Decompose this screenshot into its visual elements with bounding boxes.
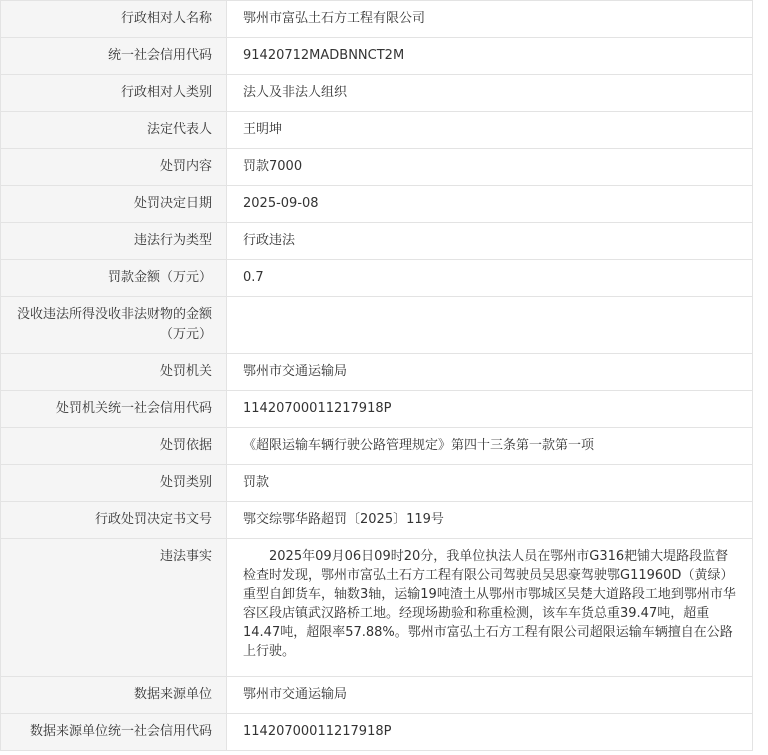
table-row — [1, 223, 753, 260]
field-value: 0.7 — [227, 260, 753, 296]
field-label: 处罚机关 — [1, 354, 227, 390]
field-label: 没收违法所得没收非法财物的金额（万元） — [1, 297, 227, 353]
field-value — [227, 297, 753, 353]
field-label: 违法行为类型 — [1, 223, 227, 259]
field-label: 处罚决定日期 — [1, 186, 227, 222]
table-row — [1, 75, 753, 112]
field-label: 数据来源单位 — [1, 677, 227, 713]
table-row — [1, 186, 753, 223]
field-value: 鄂交综鄂华路超罚〔2025〕119号 — [227, 502, 753, 538]
field-label: 行政相对人名称 — [1, 1, 227, 37]
table-row — [1, 354, 753, 391]
table-row — [1, 260, 753, 297]
field-value: 罚款7000 — [227, 149, 753, 185]
field-value: 法人及非法人组织 — [227, 75, 753, 111]
table-row — [1, 297, 753, 354]
field-label: 处罚类别 — [1, 465, 227, 501]
field-value: 鄂州市交通运输局 — [227, 677, 753, 713]
table-row — [1, 539, 753, 677]
field-label: 罚款金额（万元） — [1, 260, 227, 296]
table-row — [1, 149, 753, 186]
field-value: 11420700011217918P — [227, 714, 753, 750]
field-label: 处罚内容 — [1, 149, 227, 185]
field-label: 数据来源单位统一社会信用代码 — [1, 714, 227, 750]
field-label: 行政相对人类别 — [1, 75, 227, 111]
field-value: 鄂州市富弘土石方工程有限公司 — [227, 1, 753, 37]
field-value: 11420700011217918P — [227, 391, 753, 427]
field-value: 行政违法 — [227, 223, 753, 259]
table-row — [1, 38, 753, 75]
table-row — [1, 1, 753, 38]
table-row — [1, 112, 753, 149]
field-label: 处罚依据 — [1, 428, 227, 464]
field-label: 统一社会信用代码 — [1, 38, 227, 74]
table-row — [1, 465, 753, 502]
field-value: 《超限运输车辆行驶公路管理规定》第四十三条第一款第一项 — [227, 428, 753, 464]
field-label: 违法事实 — [1, 539, 227, 676]
table-row — [1, 428, 753, 465]
table-row — [1, 502, 753, 539]
field-label: 法定代表人 — [1, 112, 227, 148]
field-label: 处罚机关统一社会信用代码 — [1, 391, 227, 427]
field-label: 行政处罚决定书文号 — [1, 502, 227, 538]
field-value: 鄂州市交通运输局 — [227, 354, 753, 390]
field-value: 2025-09-08 — [227, 186, 753, 222]
field-value: 2025年09月06日09时20分，我单位执法人员在鄂州市G316耙铺大堤路段监督检查时发现，鄂州市富弘土石方工程有限公司驾驶员吴思豪驾驶鄂G11960D（黄绿）重型自卸货车，轴数3轴，运输19吨渣土从鄂州市鄂城区吴楚大道路段工地到鄂州市华容区段店镇武汉路桥工地。经现场勘验和称重检测，该车车货总重39.47吨，超重14.47吨，超限率57.88%。鄂州市富弘土石方工程有限公司超限运输车辆擅自在公路上行驶。 — [227, 539, 753, 676]
table-row — [1, 714, 753, 751]
table-row — [1, 677, 753, 714]
field-value: 罚款 — [227, 465, 753, 501]
table-row — [1, 391, 753, 428]
field-value: 王明坤 — [227, 112, 753, 148]
field-value: 91420712MADBNNCT2M — [227, 38, 753, 74]
